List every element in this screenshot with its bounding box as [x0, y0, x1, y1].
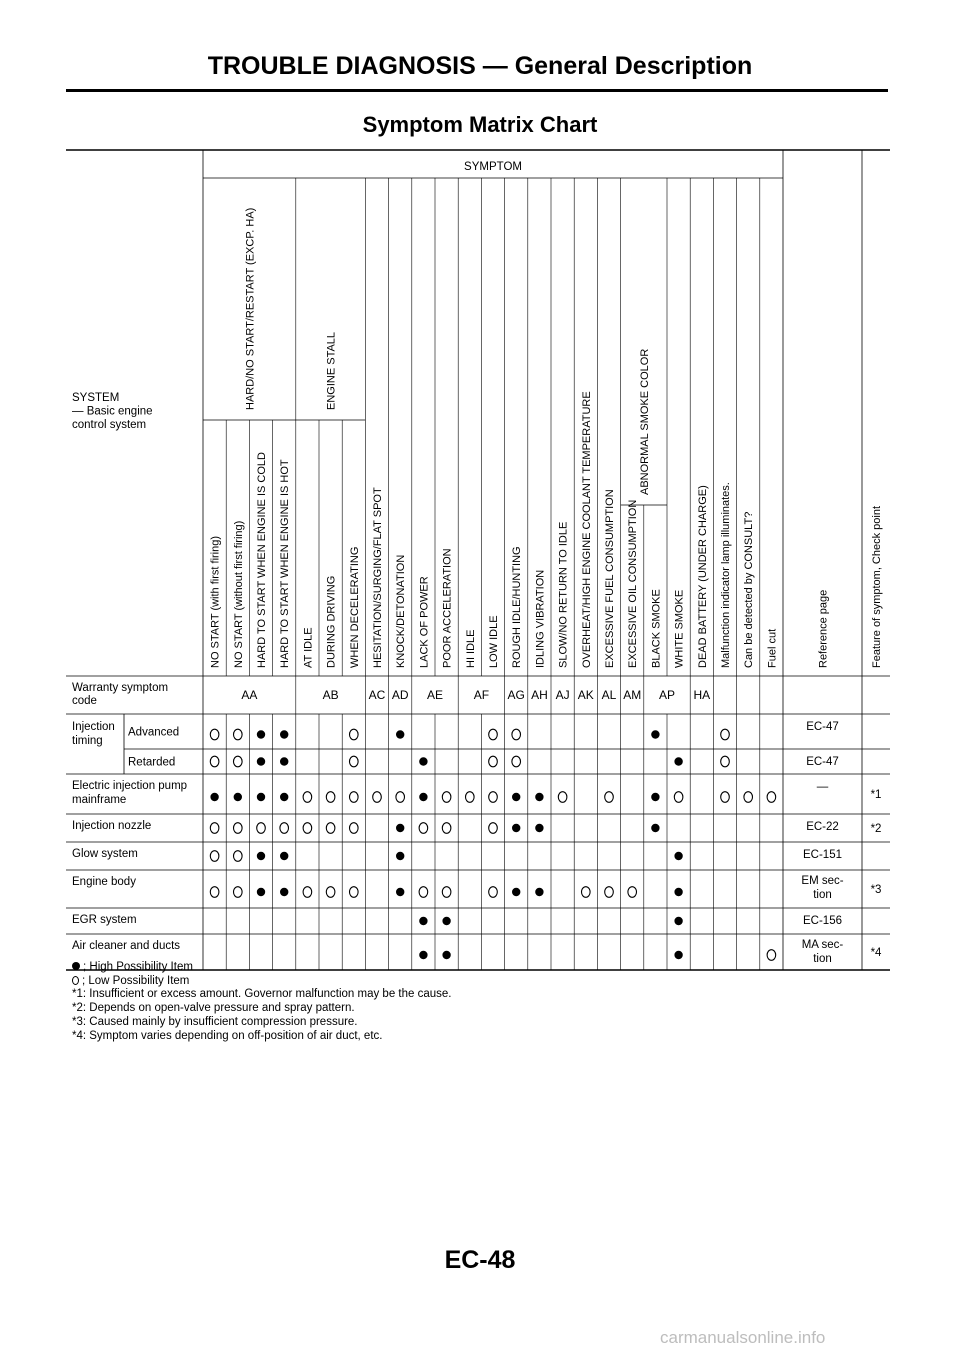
high-possibility-mark: [210, 793, 218, 801]
low-possibility-mark: [721, 792, 730, 803]
feature-note: *2: [870, 823, 882, 835]
column-header-label: HARD TO START WHEN ENGINE IS COLD: [256, 452, 268, 668]
low-possibility-mark: [605, 887, 614, 898]
column-header-label: Can be detected by CONSULT?: [743, 511, 756, 668]
legend-high-text: ; High Possibility Item: [83, 961, 193, 973]
low-possibility-mark: [512, 729, 521, 740]
low-possibility-mark: [210, 887, 219, 898]
high-possibility-icon: [72, 962, 80, 970]
low-possibility-mark: [210, 756, 219, 767]
reference-page: —: [816, 781, 829, 793]
system-label: SYSTEM: [72, 392, 120, 404]
low-possibility-mark: [489, 792, 498, 803]
system-label: control system: [72, 419, 147, 431]
low-possibility-mark: [350, 823, 359, 834]
warranty-code: AE: [426, 688, 444, 702]
feature-note: *1: [870, 789, 882, 801]
warranty-code: AF: [473, 688, 490, 702]
row-group-label: Injection: [72, 721, 115, 733]
group-header-label: ABNORMAL SMOKE COLOR: [638, 348, 651, 495]
high-possibility-mark: [280, 852, 288, 860]
low-possibility-mark: [234, 756, 243, 767]
low-possibility-mark: [721, 756, 730, 767]
low-possibility-mark: [257, 823, 266, 834]
low-possibility-mark: [489, 756, 498, 767]
low-possibility-mark: [442, 792, 451, 803]
page-number: EC-48: [444, 1246, 516, 1274]
low-possibility-mark: [210, 851, 219, 862]
column-header-label: EXCESSIVE FUEL CONSUMPTION: [604, 489, 616, 668]
feature-note: *3: [870, 884, 882, 896]
row-label: EGR system: [72, 914, 137, 926]
group-header-label: HARD/NO START/RESTART (EXCP. HA): [244, 207, 257, 410]
low-possibility-mark: [744, 792, 753, 803]
low-possibility-mark: [419, 887, 428, 898]
row-label: Electric injection pump: [72, 780, 188, 792]
warranty-label: code: [72, 695, 97, 707]
warranty-code: AM: [623, 688, 642, 702]
warranty-code: AJ: [555, 688, 570, 702]
low-possibility-mark: [350, 887, 359, 898]
low-possibility-mark: [210, 823, 219, 834]
reference-header: Reference page: [817, 589, 830, 668]
high-possibility-mark: [674, 757, 682, 765]
low-possibility-mark: [489, 823, 498, 834]
column-header-label: NO START (without first firing): [232, 520, 245, 668]
reference-page: EM sec-: [801, 875, 844, 887]
high-possibility-mark: [419, 917, 427, 925]
high-possibility-mark: [674, 852, 682, 860]
column-header-label: Malfunction indicator lamp illuminates.: [720, 482, 732, 668]
note-1: *1: Insufficient or excess amount. Governor malfunction may be the cause.: [72, 988, 452, 1001]
warranty-code: AL: [601, 688, 617, 702]
column-header-label: BLACK SMOKE: [650, 589, 663, 668]
high-possibility-mark: [674, 888, 682, 896]
high-possibility-mark: [419, 793, 427, 801]
column-header-label: Fuel cut: [766, 628, 779, 668]
low-possibility-mark: [350, 792, 359, 803]
note-3: *3: Caused mainly by insufficient compression pressure.: [72, 1015, 358, 1028]
high-possibility-mark: [535, 888, 543, 896]
column-header-label: POOR ACCELERATION: [441, 548, 454, 668]
reference-page: EC-151: [803, 849, 842, 861]
row-label: Injection nozzle: [72, 820, 152, 832]
column-header-label: LOW IDLE: [488, 615, 500, 668]
reference-page: EC-47: [806, 756, 839, 768]
column-header-label: OVERHEAT/HIGH ENGINE COOLANT TEMPERATURE: [580, 391, 593, 668]
legend-low: [72, 975, 451, 989]
low-possibility-mark: [489, 729, 498, 740]
reference-page: EC-22: [806, 821, 839, 833]
high-possibility-mark: [419, 757, 427, 765]
warranty-label: Warranty symptom: [72, 682, 169, 694]
page-header-title: TROUBLE DIAGNOSIS — General Description: [207, 52, 753, 80]
column-header-label: NO START (with first firing): [209, 535, 222, 668]
low-possibility-mark: [234, 851, 243, 862]
warranty-code: HA: [693, 688, 711, 702]
low-possibility-mark: [489, 887, 498, 898]
warranty-code: AP: [658, 688, 676, 702]
high-possibility-mark: [257, 730, 265, 738]
high-possibility-mark: [674, 917, 682, 925]
high-possibility-mark: [651, 824, 659, 832]
column-header-label: HESITATION/SURGING/FLAT SPOT: [372, 487, 384, 668]
warranty-code: AC: [368, 688, 386, 702]
high-possibility-mark: [651, 793, 659, 801]
column-header-label: DURING DRIVING: [325, 575, 338, 668]
high-possibility-mark: [419, 951, 427, 959]
row-label: Air cleaner and ducts: [72, 940, 181, 952]
warranty-code: AH: [531, 688, 548, 702]
reference-page: EC-156: [803, 915, 842, 927]
feature-note: *4: [870, 947, 882, 959]
high-possibility-mark: [396, 730, 404, 738]
column-header-label: WHEN DECELERATING: [348, 546, 361, 668]
legend-high: [72, 961, 451, 975]
high-possibility-mark: [651, 730, 659, 738]
high-possibility-mark: [280, 793, 288, 801]
high-possibility-mark: [442, 917, 450, 925]
row-group-label: timing: [72, 735, 103, 747]
column-header-label: DEAD BATTERY (UNDER CHARGE): [696, 485, 709, 668]
high-possibility-mark: [396, 888, 404, 896]
column-header-label: EXCESSIVE OIL CONSUMPTION: [627, 499, 640, 668]
high-possibility-mark: [280, 757, 288, 765]
high-possibility-mark: [535, 793, 543, 801]
high-possibility-mark: [234, 793, 242, 801]
low-possibility-mark: [350, 756, 359, 767]
low-possibility-mark: [419, 823, 428, 834]
note-4: *4: Symptom varies depending on off-position of air duct, etc.: [72, 1029, 383, 1042]
low-possibility-mark: [674, 792, 683, 803]
low-possibility-mark: [210, 729, 219, 740]
low-possibility-mark: [767, 792, 776, 803]
symptom-header: SYMPTOM: [464, 161, 522, 173]
low-possibility-mark: [558, 792, 567, 803]
column-header-label: ROUGH IDLE/HUNTING: [511, 546, 524, 668]
high-possibility-mark: [257, 757, 265, 765]
column-header-label: LACK OF POWER: [418, 576, 431, 668]
warranty-code: AB: [322, 688, 339, 702]
high-possibility-mark: [280, 730, 288, 738]
low-possibility-mark: [373, 792, 382, 803]
low-possibility-mark: [303, 823, 312, 834]
column-header-label: IDLING VIBRATION: [534, 569, 547, 668]
high-possibility-mark: [512, 793, 520, 801]
column-header-label: HARD TO START WHEN ENGINE IS HOT: [279, 459, 292, 668]
low-possibility-mark: [442, 887, 451, 898]
reference-page: EC-47: [806, 721, 839, 733]
low-possibility-mark: [442, 823, 451, 834]
warranty-code: AK: [577, 688, 594, 702]
high-possibility-mark: [512, 888, 520, 896]
low-possibility-mark: [512, 756, 521, 767]
low-possibility-mark: [326, 887, 335, 898]
column-header-label: HI IDLE: [464, 629, 477, 668]
low-possibility-mark: [326, 792, 335, 803]
low-possibility-mark: [721, 729, 730, 740]
high-possibility-mark: [396, 824, 404, 832]
row-label: Retarded: [128, 756, 176, 769]
row-label: Advanced: [128, 726, 180, 739]
group-header-label: ENGINE STALL: [325, 331, 338, 410]
low-possibility-mark: [234, 823, 243, 834]
low-possibility-mark: [396, 792, 405, 803]
column-header-label: WHITE SMOKE: [673, 589, 686, 668]
low-possibility-mark: [767, 950, 776, 961]
high-possibility-mark: [442, 951, 450, 959]
row-label: Glow system: [72, 848, 138, 860]
column-header-label: AT IDLE: [302, 627, 315, 668]
low-possibility-mark: [582, 887, 591, 898]
low-possibility-mark: [303, 887, 312, 898]
low-possibility-mark: [326, 823, 335, 834]
row-label: mainframe: [72, 794, 127, 806]
warranty-code: AD: [391, 688, 409, 702]
high-possibility-mark: [535, 824, 543, 832]
legend: [72, 961, 451, 1043]
high-possibility-mark: [257, 888, 265, 896]
feature-header: Feature of symptom, Check point: [871, 505, 883, 668]
low-possibility-mark: [303, 792, 312, 803]
low-possibility-mark: [234, 887, 243, 898]
low-possibility-mark: [628, 887, 637, 898]
low-possibility-mark: [234, 729, 243, 740]
high-possibility-mark: [396, 852, 404, 860]
column-header-label: KNOCK/DETONATION: [395, 554, 408, 668]
low-possibility-mark: [466, 792, 475, 803]
reference-page: tion: [813, 953, 832, 965]
system-label: — Basic engine: [72, 405, 153, 418]
column-header-label: SLOW/NO RETURN TO IDLE: [557, 521, 570, 668]
high-possibility-mark: [512, 824, 520, 832]
reference-page: MA sec-: [801, 939, 844, 951]
row-label: Engine body: [72, 876, 136, 888]
warranty-code: AG: [507, 688, 525, 702]
low-possibility-mark: [280, 823, 289, 834]
section-title: Symptom Matrix Chart: [362, 112, 598, 137]
reference-page: tion: [813, 889, 832, 901]
low-possibility-icon: [72, 976, 79, 985]
warranty-code: AA: [241, 688, 258, 702]
low-possibility-mark: [605, 792, 614, 803]
low-possibility-mark: [350, 729, 359, 740]
legend-low-text: ; Low Possibility Item: [82, 974, 190, 987]
high-possibility-mark: [674, 951, 682, 959]
note-2: *2: Depends on open-valve pressure and spray pattern.: [72, 1002, 355, 1015]
high-possibility-mark: [257, 852, 265, 860]
watermark: carmanualsonline.info: [660, 1328, 826, 1347]
high-possibility-mark: [257, 793, 265, 801]
high-possibility-mark: [280, 888, 288, 896]
